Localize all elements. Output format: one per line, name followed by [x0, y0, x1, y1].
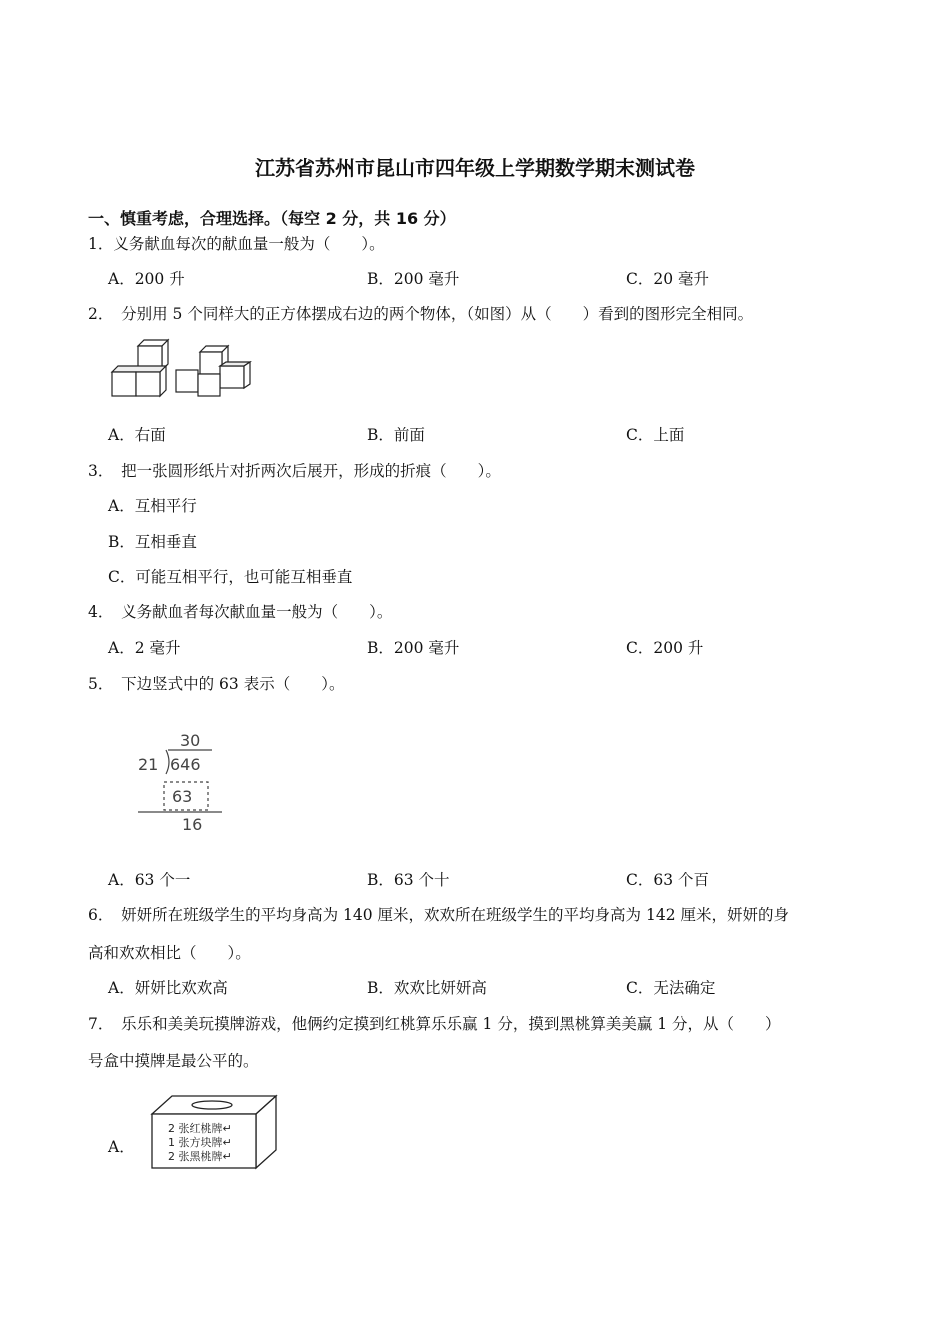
question-1-option-a: A．200 升: [108, 270, 185, 288]
box-line-1: 2 张红桃牌↵: [168, 1122, 232, 1135]
question-5-option-c: C．63 个百: [626, 871, 710, 889]
question-1-stem: 1．义务献血每次的献血量一般为（ ）。: [88, 235, 385, 253]
box-line-3: 2 张黑桃牌↵: [168, 1150, 232, 1163]
question-3-option-a: A．互相平行: [108, 497, 197, 515]
section-heading: 一、慎重考虑，合理选择。（每空 2 分，共 16 分）: [88, 209, 456, 228]
page-title: 江苏省苏州市昆山市四年级上学期数学期末测试卷: [255, 156, 695, 180]
question-3-option-c: C．可能互相平行，也可能互相垂直: [108, 568, 353, 586]
question-5-option-b: B．63 个十: [367, 871, 450, 889]
question-6-option-a: A．妍妍比欢欢高: [108, 979, 228, 997]
question-2-stem: 2． 分别用 5 个同样大的正方体摆成右边的两个物体，（如图）从（ ）看到的图形完全相同。: [88, 305, 754, 323]
question-7-option-a-label: A．: [108, 1138, 135, 1156]
question-1-option-c: C．20 毫升: [626, 270, 710, 288]
division-quotient: 30: [180, 731, 201, 750]
question-4-option-a: A．2 毫升: [108, 639, 181, 657]
question-4-option-b: B．200 毫升: [367, 639, 460, 657]
question-5-option-a: A．63 个一: [108, 871, 191, 889]
card-box-figure: [150, 1094, 280, 1170]
question-1-option-b: B．200 毫升: [367, 270, 460, 288]
division-remainder: 16: [182, 815, 203, 834]
question-2-option-a: A．右面: [108, 426, 166, 444]
division-product: 63: [172, 787, 193, 806]
question-4-stem: 4． 义务献血者每次献血量一般为（ ）。: [88, 603, 393, 621]
division-dividend: 646: [170, 755, 201, 774]
question-3-option-b: B．互相垂直: [108, 533, 197, 551]
division-divisor: 21: [138, 755, 159, 774]
question-6-stem-line2: 高和欢欢相比（ ）。: [88, 944, 251, 962]
question-7-stem-line1: 7． 乐乐和美美玩摸牌游戏，他俩约定摸到红桃算乐乐赢 1 分，摸到黑桃算美美赢 1 分，从（ ）: [88, 1015, 781, 1033]
cube-stacks-figure: [108, 336, 248, 398]
question-2-option-b: B．前面: [367, 426, 425, 444]
question-6-stem-line1: 6． 妍妍所在班级学生的平均身高为 140 厘米，欢欢所在班级学生的平均身高为 142 厘米，妍妍的身: [88, 906, 789, 924]
question-4-option-c: C．200 升: [626, 639, 704, 657]
box-line-2: 1 张方块牌↵: [168, 1136, 232, 1149]
question-2-option-c: C．上面: [626, 426, 685, 444]
question-5-stem: 5． 下边竖式中的 63 表示（ ）。: [88, 675, 345, 693]
question-3-stem: 3． 把一张圆形纸片对折两次后展开，形成的折痕（ ）。: [88, 462, 501, 480]
question-6-option-c: C．无法确定: [626, 979, 716, 997]
question-7-stem-line2: 号盒中摸牌是最公平的。: [88, 1052, 259, 1070]
long-division-figure: [130, 728, 230, 838]
question-6-option-b: B．欢欢比妍妍高: [367, 979, 487, 997]
